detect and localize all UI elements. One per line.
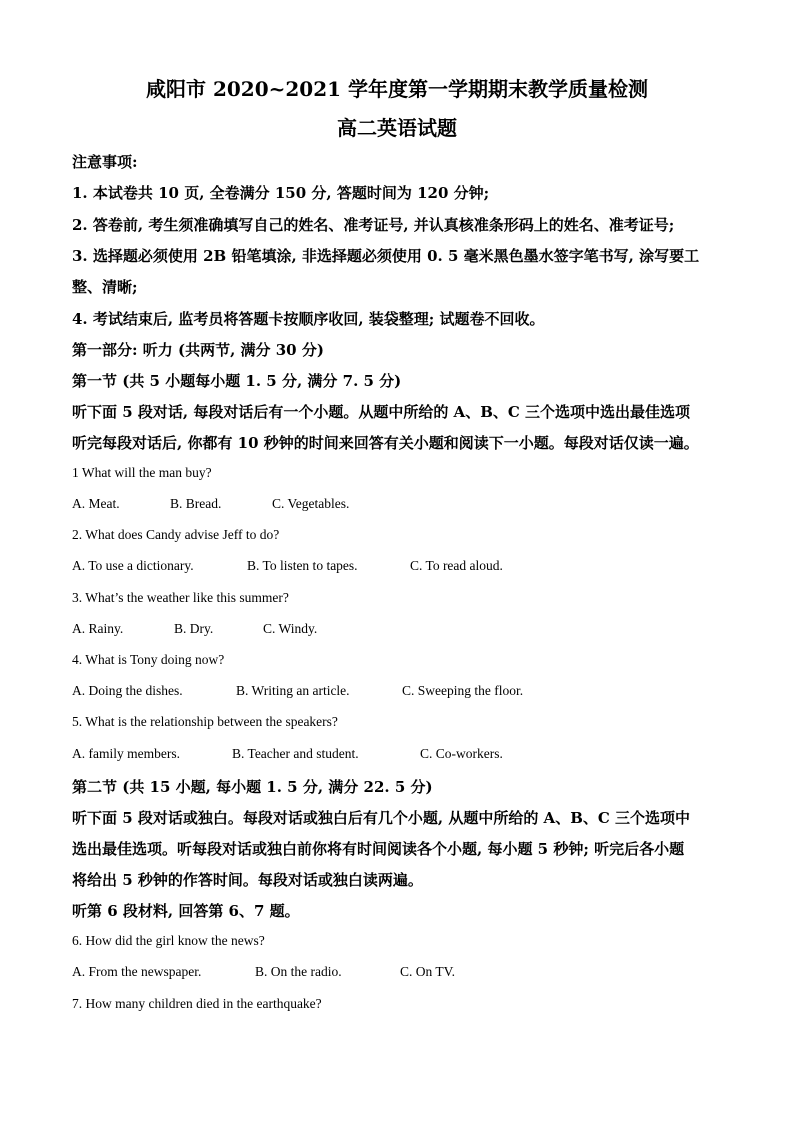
note-item: 3. 选择题必须使用 2B 铅笔填涂, 非选择题必须使用 0. 5 毫米黑色墨水签字笔书写, 涂写要工 — [72, 247, 700, 265]
page-subtitle: 高二英语试题 — [337, 116, 457, 140]
note-item: 4. 考试结束后, 监考员将答题卡按顺序收回, 装袋整理; 试题卷不回收。 — [72, 310, 545, 328]
section2-heading: 第二节 (共 15 小题, 每小题 1. 5 分, 满分 22. 5 分) — [72, 778, 433, 796]
option-a: A. To use a dictionary. — [72, 558, 194, 573]
material-note: 听第 6 段材料, 回答第 6、7 题。 — [72, 902, 300, 920]
note-item: 1. 本试卷共 10 页, 全卷满分 150 分, 答题时间为 120 分钟; — [72, 184, 490, 202]
option-c: C. On TV. — [400, 964, 456, 979]
section2-instruction: 选出最佳选项。听每段对话或独白前你将有时间阅读各个小题, 每小题 5 秒钟; 听完后各小题 — [72, 840, 685, 858]
option-b: B. Dry. — [174, 621, 214, 636]
section1-instruction: 听下面 5 段对话, 每段对话后有一个小题。从题中所给的 A、B、C 三个选项中选出最佳选项 — [72, 403, 691, 421]
section1-heading: 第一节 (共 5 小题每小题 1. 5 分, 满分 7. 5 分) — [72, 372, 402, 390]
option-b: B. Bread. — [170, 496, 222, 511]
option-c: C. Windy. — [263, 621, 318, 636]
option-c: C. To read aloud. — [410, 558, 503, 573]
question-text: 1 What will the man buy? — [72, 465, 212, 480]
question-text: 6. How did the girl know the news? — [72, 933, 265, 948]
page-title: 咸阳市 2020~2021 学年度第一学期期末教学质量检测 — [145, 77, 648, 101]
part1-heading: 第一部分: 听力 (共两节, 满分 30 分) — [72, 341, 324, 359]
option-b: B. Teacher and student. — [232, 746, 359, 761]
option-a: A. From the newspaper. — [72, 964, 202, 979]
option-a: A. family members. — [72, 746, 180, 761]
question-text: 5. What is the relationship between the speakers? — [72, 714, 338, 729]
section2-instruction: 将给出 5 秒钟的作答时间。每段对话或独白读两遍。 — [72, 871, 423, 889]
section2-instruction: 听下面 5 段对话或独白。每段对话或独白后有几个小题, 从题中所给的 A、B、C 三个选项中 — [72, 809, 691, 827]
option-c: C. Sweeping the floor. — [402, 683, 524, 698]
option-a: A. Doing the dishes. — [72, 683, 183, 698]
option-a: A. Meat. — [72, 496, 120, 511]
question-text: 3. What’s the weather like this summer? — [72, 590, 289, 605]
notes-heading: 注意事项: — [72, 153, 138, 171]
note-item: 2. 答卷前, 考生须准确填写自己的姓名、准考证号, 并认真核准条形码上的姓名、准考证号; — [72, 216, 675, 234]
question-text: 4. What is Tony doing now? — [72, 652, 225, 667]
option-b: B. On the radio. — [255, 964, 342, 979]
option-b: B. Writing an article. — [236, 683, 350, 698]
question-text: 2. What does Candy advise Jeff to do? — [72, 527, 280, 542]
option-b: B. To listen to tapes. — [247, 558, 358, 573]
question-text: 7. How many children died in the earthquake? — [72, 996, 322, 1011]
option-a: A. Rainy. — [72, 621, 124, 636]
option-c: C. Co-workers. — [420, 746, 503, 761]
option-c: C. Vegetables. — [272, 496, 350, 511]
section1-instruction: 听完每段对话后, 你都有 10 秒钟的时间来回答有关小题和阅读下一小题。每段对话仅读一遍。 — [72, 434, 699, 452]
note-item: 整、清晰; — [72, 278, 138, 296]
